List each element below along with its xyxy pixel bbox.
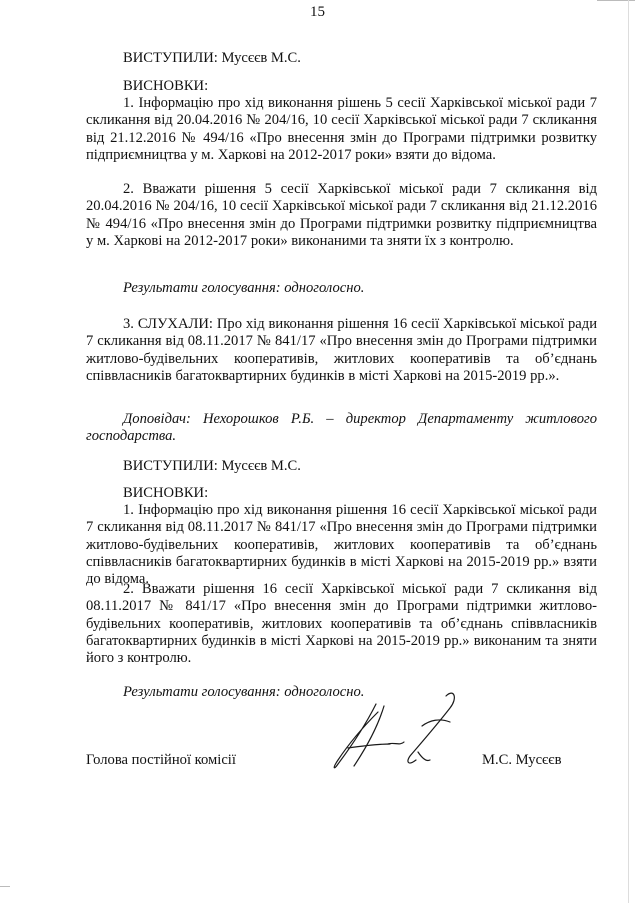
conclusion-paragraph	[86, 95, 597, 164]
agenda-item-3	[86, 316, 597, 385]
scan-edge-line	[628, 0, 629, 903]
scan-edge-mark	[0, 886, 10, 887]
conclusion-text: 1. Інформацію про хід виконання рішення 16 сесії Харківської міської ради 7 скликання від 08.11.2017 № 841/17 «Про внесення змін до Програми підтримки житлово-будівельних кооперативів, житлових кооперативів та об’єднань співвласників багатоквартирних будинків в місті Харкові на 2015-2019 рр.» взяти до відома.	[86, 502, 597, 588]
speakers-heading: ВИСТУПИЛИ: Мусєєв М.С.	[123, 458, 301, 474]
page-number: 15	[310, 4, 325, 20]
reporter-paragraph	[86, 411, 597, 446]
handwritten-signature	[318, 686, 468, 776]
conclusion-paragraph	[86, 181, 597, 250]
signature-name: М.С. Мусєєв	[482, 752, 562, 768]
conclusions-label: ВИСНОВКИ:	[123, 485, 209, 501]
agenda-item-text: 3. СЛУХАЛИ: Про хід виконання рішення 16 сесії Харківської міської ради 7 скликання від 08.11.2017 № 841/17 «Про внесення змін до Програми підтримки житлово-будівельних кооперативів, житлових кооперативів та об’єднань співвласників багатоквартирних будинків в місті Харкові на 2015-2019 рр.».	[86, 316, 597, 384]
conclusion-text: 1. Інформацію про хід виконання рішень 5 сесії Харківської міської ради 7 скликання від 20.04.2016 № 204/16, 10 сесії Харківської міської ради 7 скликання від 21.12.2016 № 494/16 «Про внесення змін до Програми підтримки розвитку підприємництва у м. Харкові на 2012-2017 роки» взяти до відома.	[86, 95, 597, 163]
reporter-text: Доповідач: Нехорошков Р.Б. – директор Департаменту житлового господарства.	[86, 411, 597, 445]
conclusion-paragraph	[86, 581, 597, 667]
scan-edge-mark	[597, 0, 635, 1]
conclusions-label: ВИСНОВКИ:	[123, 78, 209, 94]
conclusion-text: 2. Вважати рішення 16 сесії Харківської міської ради 7 скликання від 08.11.2017 № 841/17 «Про внесення змін до Програми підтримки житлово-будівельних кооперативів, житлових кооперативів та об’єднань співвласників багатоквартирних будинків в місті Харкові на 2015-2019 рр.» виконаним та зняти його з контролю.	[86, 581, 597, 667]
voting-result: Результати голосування: одноголосно.	[123, 280, 365, 296]
voting-result: Результати голосування: одноголосно.	[123, 684, 365, 700]
speakers-heading: ВИСТУПИЛИ: Мусєєв М.С.	[123, 50, 301, 66]
conclusion-text: 2. Вважати рішення 5 сесії Харківської міської ради 7 скликання від 20.04.2016 № 204/16, 10 сесії Харківської міської ради 7 скликання від 21.12.2016 № 494/16 «Про внесення змін до Програми підтримки розвитку підприємництва у м. Харкові на 2012-2017 роки» виконаними та зняти їх з контролю.	[86, 181, 597, 249]
conclusion-paragraph	[86, 502, 597, 588]
signature-title: Голова постійної комісії	[86, 752, 236, 768]
